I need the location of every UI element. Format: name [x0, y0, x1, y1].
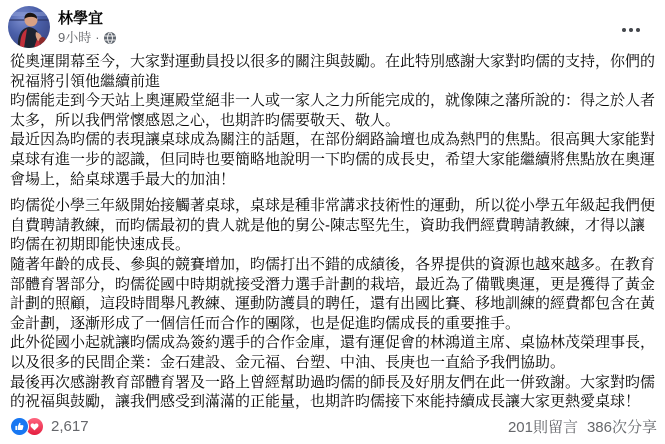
post-header-info	[58, 6, 615, 46]
post-footer	[10, 414, 657, 438]
timestamp[interactable]: 9小時	[58, 30, 92, 45]
post-paragraph: 昀儒從小學三年級開始接觸著桌球，桌球是種非常講求技術性的運動，所以從小學五年級起我們便自費聘請教練，而昀儒最初的貴人就是他的舅公-陳志堅先生，資助我們經費聘請教練，才得以讓昀儒在初期即能快速成長。	[10, 197, 656, 254]
post-paragraph: 最後再次感謝教育部體育署及一路上曾經幫助過昀儒的師長及好朋友們在此一併致謝。大家對昀儒的祝福與鼓勵，讓我們感受到滿滿的正能量，也期許昀儒接下來能持續成長讓大家更熱愛桌球！	[10, 373, 656, 411]
avatar-image	[8, 6, 50, 48]
comments-count[interactable]: 201則留言	[507, 418, 578, 436]
reactions-summary[interactable]	[10, 417, 89, 436]
avatar[interactable]	[8, 6, 50, 48]
more-options-button[interactable]	[615, 14, 647, 46]
shares-count[interactable]: 386次分享	[586, 418, 657, 436]
thumbs-up-icon	[10, 417, 29, 436]
globe-icon	[104, 32, 116, 44]
footer-counts	[508, 416, 657, 437]
post-paragraph: 此外從國小起就讓昀儒成為簽約選手的合作金庫，還有運促會的林鴻道主席、桌協林茂榮理事長，以及很多的民間企業：金石建設、金元福、台塑、中油、長庚也一直給予我們協助。	[10, 334, 656, 371]
post-meta	[58, 29, 615, 46]
post-body	[0, 48, 665, 412]
post-header	[0, 0, 665, 48]
author-name[interactable]: 林學宜	[58, 10, 104, 27]
post-paragraph: 從奧運開幕至今，大家對運動員投以很多的關注與鼓勵。在此特別感謝大家對昀儒的支持，你們的祝福將引領他繼續前進	[10, 53, 656, 90]
post-paragraph: 最近因為昀儒的表現讓桌球成為關注的話題，在部份網路論壇也成為熱門的焦點。很高興大家能對桌球有進一步的認識，但同時也要簡略地說明一下昀儒的成長史，希望大家能繼續將焦點放在奧運會場上，給桌球選手最大的加油！	[10, 131, 656, 188]
post-paragraph: 隨著年齡的成長、參與的競賽增加，昀儒打出不錯的成績後，各界提供的資源也越來越多。在教育部體育署部分，昀儒從國中時期就接受潛力選手計劃的栽培，最近為了備戰奧運，更是獲得了黃金計劃的照顧，這段時間舉凡教練、運動防護員的聘任，還有出國比賽、移地訓練的經費都包含在黃金計劃，逐漸形成了一個信任而合作的團隊，也是促進昀儒成長的重要推手。	[10, 255, 656, 332]
meta-separator: ·	[95, 30, 100, 45]
post-paragraph: 昀儒能走到今天站上奧運殿堂絕非一人或一家人之力所能完成的，就像陳之藩所說的：得之於人者太多，所以我們常懷感恩之心，也期許昀儒要敬天、敬人。	[10, 92, 656, 129]
reaction-count: 2,617	[51, 417, 89, 435]
